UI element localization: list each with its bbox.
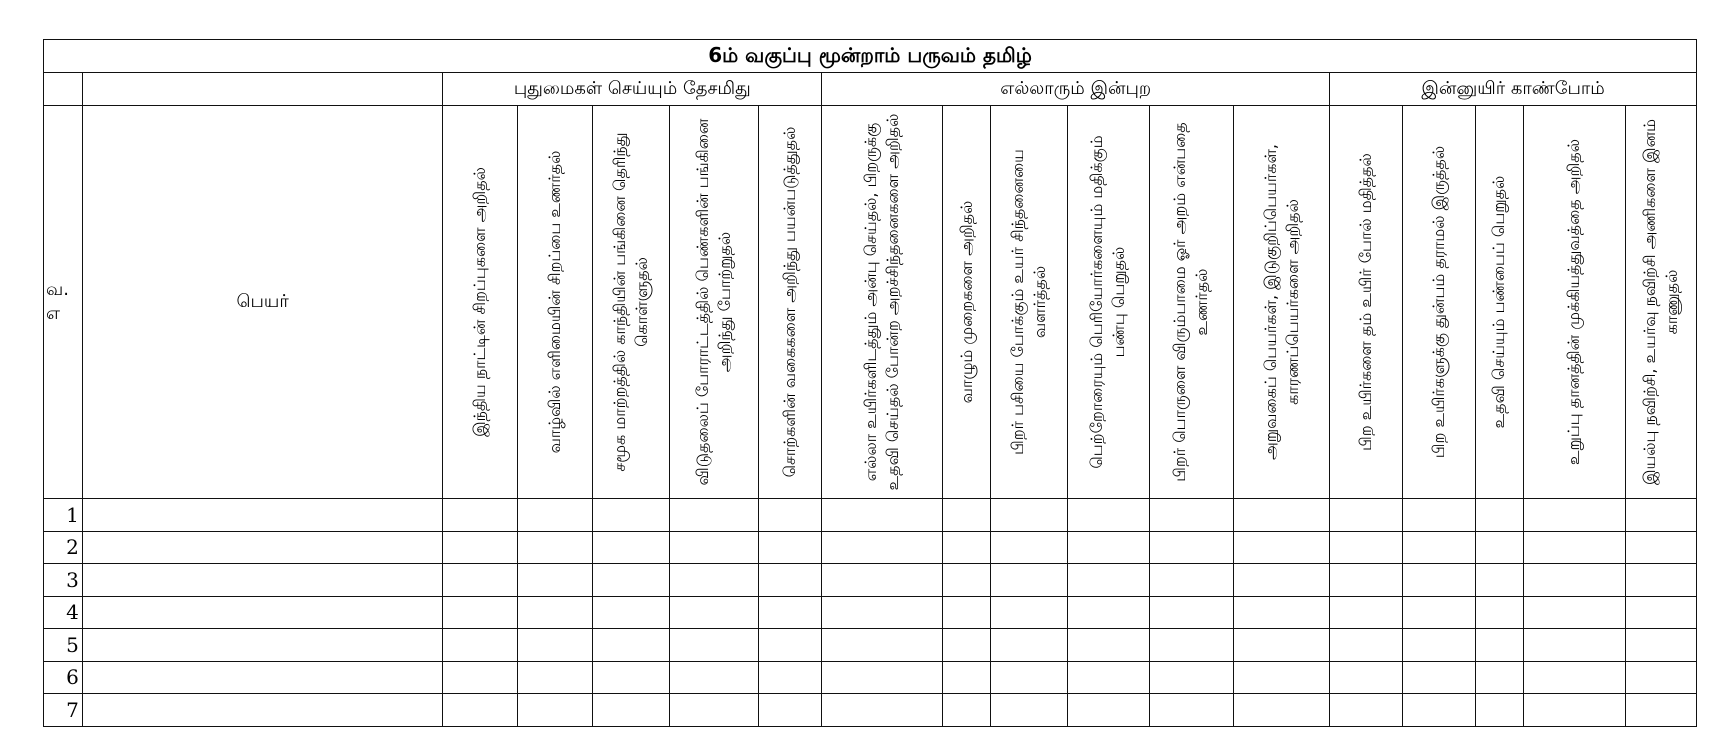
grade-cell[interactable] xyxy=(1068,531,1150,564)
table-row xyxy=(44,531,1697,564)
grade-cell[interactable] xyxy=(1475,694,1523,727)
grade-cell[interactable] xyxy=(943,531,991,564)
grade-cell[interactable] xyxy=(1330,564,1403,597)
grade-cell[interactable] xyxy=(822,661,943,694)
grade-cell[interactable] xyxy=(943,694,991,727)
criterion-header xyxy=(592,106,669,499)
criterion-label: வாழும் முறைகளை அறிதல் xyxy=(956,200,976,404)
grade-cell[interactable] xyxy=(758,564,821,597)
grade-cell[interactable] xyxy=(943,661,991,694)
row-number: 2 xyxy=(44,531,83,564)
grade-cell[interactable] xyxy=(1330,694,1403,727)
criterion-header xyxy=(758,106,821,499)
grade-cell[interactable] xyxy=(518,661,593,694)
grade-cell[interactable] xyxy=(443,694,518,727)
grade-cell[interactable] xyxy=(1233,499,1329,532)
grade-cell[interactable] xyxy=(758,596,821,629)
row-number: 7 xyxy=(44,694,83,727)
grade-cell[interactable] xyxy=(1068,661,1150,694)
grade-cell[interactable] xyxy=(1402,564,1475,597)
grade-cell[interactable] xyxy=(443,661,518,694)
grade-cell[interactable] xyxy=(592,629,669,662)
grade-cell[interactable] xyxy=(518,596,593,629)
criterion-label: பிற உயிர்களை தம் உயிர் போல் மதித்தல் xyxy=(1356,153,1376,451)
grade-cell[interactable] xyxy=(991,564,1068,597)
row-number: 4 xyxy=(44,596,83,629)
grade-cell[interactable] xyxy=(1233,661,1329,694)
criterion-label: பிற உயிர்களுக்கு துன்பம் தராமல் இருத்தல் xyxy=(1428,145,1448,459)
criterion-label: எல்லா உயிர்களிடத்தும் அன்பு செய்தல், பிறருக்கு உதவி செய்தல் போன்ற அறச்சிந்தனைகளை அறிதல் xyxy=(861,113,903,491)
criterion-header xyxy=(991,106,1068,499)
grade-cell[interactable] xyxy=(443,596,518,629)
grade-cell[interactable] xyxy=(669,694,758,727)
grade-cell[interactable] xyxy=(1475,629,1523,662)
group-header: புதுமைகள் செய்யும் தேசமிது xyxy=(443,73,822,106)
grade-cell[interactable] xyxy=(1233,596,1329,629)
name-cell[interactable] xyxy=(82,629,442,662)
blank-cell xyxy=(82,73,442,106)
grade-cell[interactable] xyxy=(1523,564,1625,597)
grade-cell[interactable] xyxy=(669,596,758,629)
grade-cell[interactable] xyxy=(1233,694,1329,727)
criterion-label: பெற்றோரையும் பெரியோர்களையும் மதிக்கும் பண்பு பெறுதல் xyxy=(1087,135,1129,469)
grade-cell[interactable] xyxy=(1149,531,1233,564)
grade-cell[interactable] xyxy=(991,531,1068,564)
grade-cell[interactable] xyxy=(1523,596,1625,629)
grade-cell[interactable] xyxy=(518,499,593,532)
student-rows xyxy=(44,499,1697,727)
grade-cell[interactable] xyxy=(443,564,518,597)
criterion-label: உதவி செய்யும் பண்பைப் பெறுதல் xyxy=(1489,175,1509,429)
table-row xyxy=(44,661,1697,694)
grade-cell[interactable] xyxy=(443,531,518,564)
criterion-header xyxy=(1068,106,1150,499)
grade-cell[interactable] xyxy=(669,531,758,564)
criterion-header xyxy=(822,106,943,499)
table-row xyxy=(44,694,1697,727)
table-row xyxy=(44,596,1697,629)
grade-cell[interactable] xyxy=(1402,694,1475,727)
criterion-label: இந்திய நாட்டின் சிறப்புகளை அறிதல் xyxy=(470,167,490,437)
row-number: 1 xyxy=(44,499,83,532)
table-row xyxy=(44,499,1697,532)
grade-cell[interactable] xyxy=(518,629,593,662)
grade-cell[interactable] xyxy=(669,629,758,662)
grade-cell[interactable] xyxy=(758,499,821,532)
grade-cell[interactable] xyxy=(1330,596,1403,629)
grade-cell[interactable] xyxy=(1330,661,1403,694)
grade-cell[interactable] xyxy=(943,499,991,532)
grade-cell[interactable] xyxy=(1626,564,1697,597)
grade-cell[interactable] xyxy=(1149,564,1233,597)
grade-cell[interactable] xyxy=(1626,499,1697,532)
grade-cell[interactable] xyxy=(1402,596,1475,629)
grade-cell[interactable] xyxy=(1475,661,1523,694)
grade-cell[interactable] xyxy=(592,531,669,564)
grade-cell[interactable] xyxy=(518,531,593,564)
criterion-label: பிறர் பசியை போக்கும் உயர் சிந்தனையை வளர்த்தல் xyxy=(1008,149,1050,455)
group-header-row xyxy=(44,73,1697,106)
grade-cell[interactable] xyxy=(1626,694,1697,727)
criterion-header xyxy=(1475,106,1523,499)
sheet-title: 6ம் வகுப்பு மூன்றாம் பருவம் தமிழ் xyxy=(44,40,1697,73)
grade-cell[interactable] xyxy=(1523,531,1625,564)
criterion-header xyxy=(1330,106,1403,499)
grade-cell[interactable] xyxy=(1149,629,1233,662)
criterion-label: சமூக மாற்றத்தில் காந்தியின் பங்கினை தெரிந்து கொள்ளுதல் xyxy=(609,132,651,472)
grade-cell[interactable] xyxy=(1068,629,1150,662)
row-number: 3 xyxy=(44,564,83,597)
criterion-label: இயல்பு நவிற்சி, உயர்வு நவிற்சி அணிகளை இனம் காணுதல் xyxy=(1640,119,1682,486)
name-cell[interactable] xyxy=(82,564,442,597)
criterion-header xyxy=(518,106,593,499)
grade-cell[interactable] xyxy=(991,499,1068,532)
grade-cell[interactable] xyxy=(1068,564,1150,597)
grade-cell[interactable] xyxy=(1233,629,1329,662)
criterion-label: சொற்களின் வகைகளை அறிந்து பயன்படுத்துதல் xyxy=(780,126,800,478)
criterion-header xyxy=(1523,106,1625,499)
criterion-header xyxy=(443,106,518,499)
grade-cell[interactable] xyxy=(991,661,1068,694)
grade-cell[interactable] xyxy=(1523,661,1625,694)
criterion-label: விடுதலைப் போராட்டத்தில் பெண்களின் பங்கினை அறிந்து போற்றுதல் xyxy=(692,118,734,486)
grade-cell[interactable] xyxy=(758,661,821,694)
criterion-header xyxy=(669,106,758,499)
grade-cell[interactable] xyxy=(1068,499,1150,532)
grade-cell[interactable] xyxy=(758,694,821,727)
table-row xyxy=(44,629,1697,662)
column-header-row xyxy=(44,106,1697,499)
grade-cell[interactable] xyxy=(991,629,1068,662)
grade-cell[interactable] xyxy=(1402,499,1475,532)
grade-cell[interactable] xyxy=(443,629,518,662)
grade-cell[interactable] xyxy=(592,499,669,532)
grade-cell[interactable] xyxy=(1330,629,1403,662)
grade-cell[interactable] xyxy=(822,629,943,662)
grade-cell[interactable] xyxy=(518,564,593,597)
grade-cell[interactable] xyxy=(943,596,991,629)
grade-cell[interactable] xyxy=(669,564,758,597)
name-cell[interactable] xyxy=(82,661,442,694)
grade-cell[interactable] xyxy=(1402,661,1475,694)
grade-cell[interactable] xyxy=(1475,531,1523,564)
grade-cell[interactable] xyxy=(1402,531,1475,564)
criterion-header xyxy=(1233,106,1329,499)
criterion-label: வாழ்வில் எளிமையின் சிறப்பை உணர்தல் xyxy=(545,150,565,454)
grade-cell[interactable] xyxy=(758,629,821,662)
grade-cell[interactable] xyxy=(592,661,669,694)
grade-cell[interactable] xyxy=(1149,499,1233,532)
grade-cell[interactable] xyxy=(1402,629,1475,662)
criterion-label: அறுவகைப் பெயர்கள், இடுகுறிப்பெயர்கள், காரணப்பெயர்களை அறிதல் xyxy=(1260,144,1302,460)
grade-cell[interactable] xyxy=(669,499,758,532)
grade-cell[interactable] xyxy=(1233,564,1329,597)
grade-cell[interactable] xyxy=(943,564,991,597)
criterion-label: உறுப்பு தானத்தின் முக்கியத்துவத்தை அறிதல் xyxy=(1564,139,1584,465)
grade-cell[interactable] xyxy=(1523,694,1625,727)
name-header: பெயர் xyxy=(82,106,442,499)
criterion-header xyxy=(1402,106,1475,499)
grade-cell[interactable] xyxy=(758,531,821,564)
grade-cell[interactable] xyxy=(518,694,593,727)
name-cell[interactable] xyxy=(82,499,442,532)
name-cell[interactable] xyxy=(82,531,442,564)
grade-cell[interactable] xyxy=(991,694,1068,727)
criterion-label: பிறர் பொருளை விரும்பாமை ஓர் அறம் என்பதை உணர்தல் xyxy=(1170,122,1212,482)
grade-cell[interactable] xyxy=(1330,499,1403,532)
grade-cell[interactable] xyxy=(822,694,943,727)
blank-cell xyxy=(44,73,83,106)
criterion-header xyxy=(1626,106,1697,499)
grade-cell[interactable] xyxy=(1626,531,1697,564)
grade-cell[interactable] xyxy=(1475,499,1523,532)
grade-cell[interactable] xyxy=(592,564,669,597)
grade-cell[interactable] xyxy=(1330,531,1403,564)
criterion-header xyxy=(1149,106,1233,499)
grade-cell[interactable] xyxy=(669,661,758,694)
grade-cell[interactable] xyxy=(1233,531,1329,564)
grade-cell[interactable] xyxy=(822,531,943,564)
grade-cell[interactable] xyxy=(943,629,991,662)
table-row xyxy=(44,564,1697,597)
grade-cell[interactable] xyxy=(1475,564,1523,597)
grade-cell[interactable] xyxy=(822,564,943,597)
grade-cell[interactable] xyxy=(822,499,943,532)
grade-cell[interactable] xyxy=(1475,596,1523,629)
group-header: இன்னுயிர் காண்போம் xyxy=(1330,73,1697,106)
grade-cell[interactable] xyxy=(991,596,1068,629)
row-number: 6 xyxy=(44,661,83,694)
group-header: எல்லாரும் இன்புற xyxy=(822,73,1330,106)
criterion-header xyxy=(943,106,991,499)
grade-cell[interactable] xyxy=(822,596,943,629)
grade-cell[interactable] xyxy=(1626,629,1697,662)
assessment-sheet xyxy=(43,39,1697,727)
grade-cell[interactable] xyxy=(1068,596,1150,629)
grade-cell[interactable] xyxy=(1523,499,1625,532)
name-cell[interactable] xyxy=(82,694,442,727)
serial-number-header: வ. எ xyxy=(44,106,83,499)
grade-cell[interactable] xyxy=(1068,694,1150,727)
grade-cell[interactable] xyxy=(1626,596,1697,629)
grade-cell[interactable] xyxy=(592,694,669,727)
grade-cell[interactable] xyxy=(1149,694,1233,727)
name-cell[interactable] xyxy=(82,596,442,629)
grade-cell[interactable] xyxy=(443,499,518,532)
row-number: 5 xyxy=(44,629,83,662)
grade-cell[interactable] xyxy=(1523,629,1625,662)
grade-cell[interactable] xyxy=(1626,661,1697,694)
grade-cell[interactable] xyxy=(1149,596,1233,629)
grade-cell[interactable] xyxy=(592,596,669,629)
grade-cell[interactable] xyxy=(1149,661,1233,694)
